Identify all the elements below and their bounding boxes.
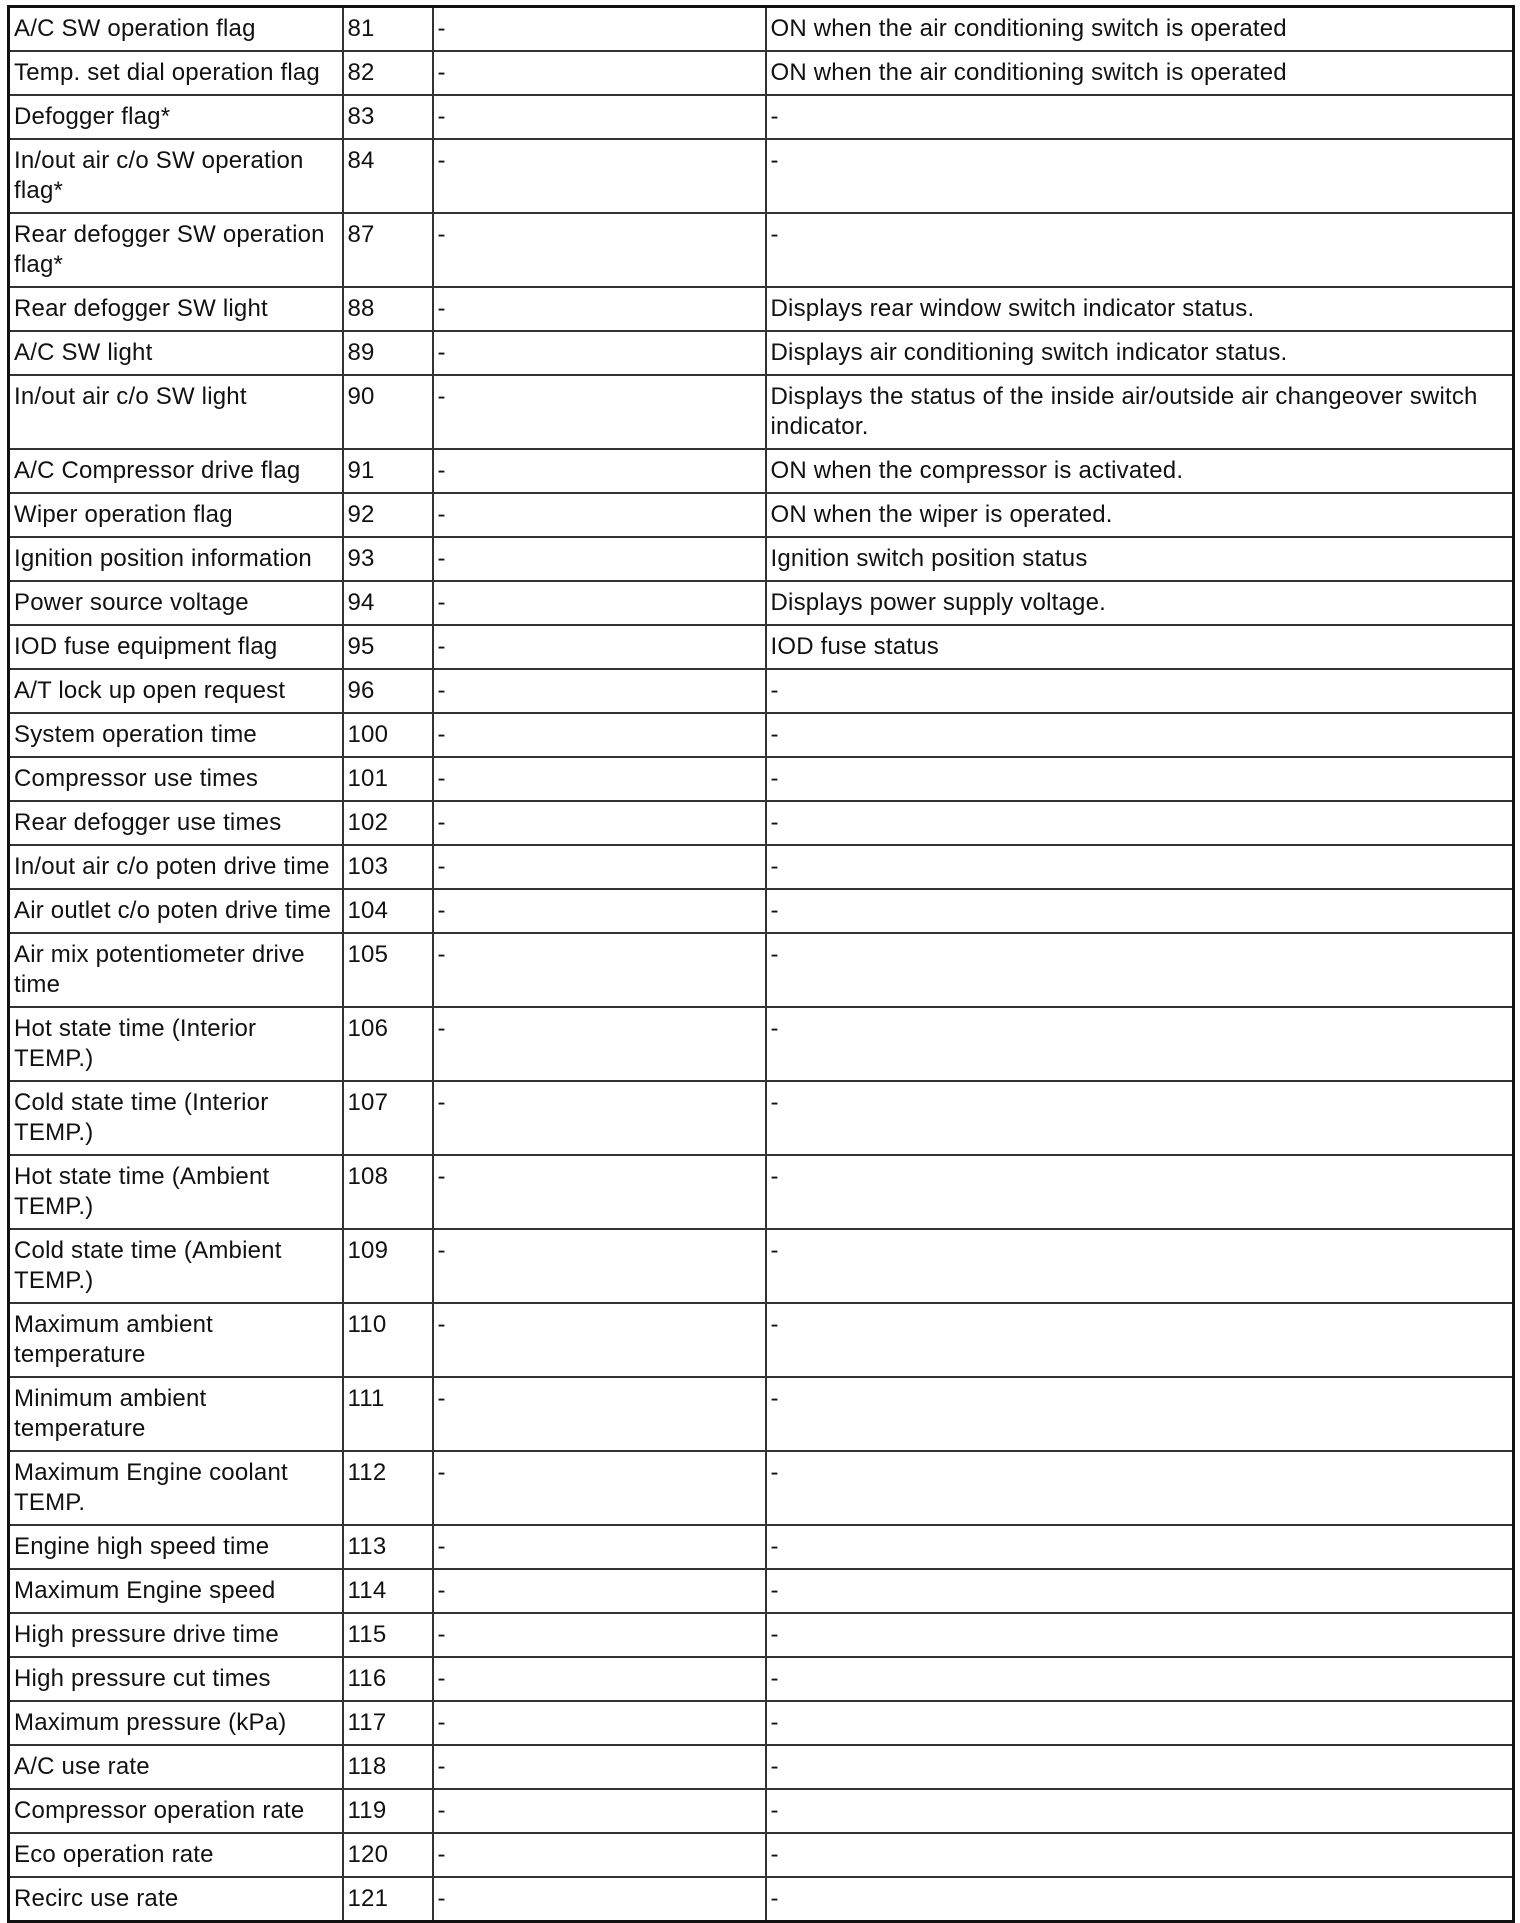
table-row [9, 1081, 1514, 1155]
item-name-cell: In/out air c/o SW operation flag* [9, 139, 343, 213]
item-description-cell: - [766, 757, 1514, 801]
item-description-cell: - [766, 95, 1514, 139]
table-row [9, 625, 1514, 669]
item-name-cell: Cold state time (Ambient TEMP.) [9, 1229, 343, 1303]
item-value-cell: - [433, 95, 766, 139]
item-name-cell: A/C SW light [9, 331, 343, 375]
item-number-cell: 88 [343, 287, 433, 331]
item-value-cell: - [433, 51, 766, 95]
item-description-cell: - [766, 1789, 1514, 1833]
table-row [9, 1451, 1514, 1525]
item-name-cell: A/C use rate [9, 1745, 343, 1789]
item-description-cell: - [766, 669, 1514, 713]
item-value-cell: - [433, 1081, 766, 1155]
item-description-cell: - [766, 1229, 1514, 1303]
item-value-cell: - [433, 1303, 766, 1377]
item-description-cell: - [766, 889, 1514, 933]
item-number-cell: 81 [343, 7, 433, 52]
item-value-cell: - [433, 1745, 766, 1789]
item-value-cell: - [433, 537, 766, 581]
table-row [9, 493, 1514, 537]
table-row [9, 801, 1514, 845]
item-value-cell: - [433, 213, 766, 287]
item-number-cell: 118 [343, 1745, 433, 1789]
item-description-cell: - [766, 1613, 1514, 1657]
item-value-cell: - [433, 1789, 766, 1833]
table-row [9, 537, 1514, 581]
item-description-cell: - [766, 713, 1514, 757]
item-description-cell: - [766, 801, 1514, 845]
item-name-cell: In/out air c/o poten drive time [9, 845, 343, 889]
item-description-cell: - [766, 1451, 1514, 1525]
item-name-cell: High pressure drive time [9, 1613, 343, 1657]
item-number-cell: 84 [343, 139, 433, 213]
item-name-cell: Engine high speed time [9, 1525, 343, 1569]
item-number-cell: 92 [343, 493, 433, 537]
table-row [9, 889, 1514, 933]
item-number-cell: 105 [343, 933, 433, 1007]
item-number-cell: 101 [343, 757, 433, 801]
item-value-cell: - [433, 287, 766, 331]
table-row [9, 1303, 1514, 1377]
item-number-cell: 104 [343, 889, 433, 933]
item-value-cell: - [433, 139, 766, 213]
item-name-cell: A/T lock up open request [9, 669, 343, 713]
item-name-cell: Minimum ambient temperature [9, 1377, 343, 1451]
item-number-cell: 109 [343, 1229, 433, 1303]
item-description-cell: Displays the status of the inside air/outside air changeover switch indicator. [766, 375, 1514, 449]
item-number-cell: 114 [343, 1569, 433, 1613]
item-description-cell: - [766, 1833, 1514, 1877]
item-number-cell: 107 [343, 1081, 433, 1155]
item-description-cell: Displays rear window switch indicator status. [766, 287, 1514, 331]
item-number-cell: 90 [343, 375, 433, 449]
item-name-cell: Ignition position information [9, 537, 343, 581]
item-name-cell: Wiper operation flag [9, 493, 343, 537]
item-value-cell: - [433, 801, 766, 845]
item-number-cell: 96 [343, 669, 433, 713]
table-row [9, 287, 1514, 331]
item-number-cell: 113 [343, 1525, 433, 1569]
table-row [9, 1155, 1514, 1229]
item-number-cell: 103 [343, 845, 433, 889]
item-value-cell: - [433, 1877, 766, 1922]
item-name-cell: Hot state time (Ambient TEMP.) [9, 1155, 343, 1229]
table-row [9, 933, 1514, 1007]
item-value-cell: - [433, 1007, 766, 1081]
table-row [9, 375, 1514, 449]
table-row [9, 1833, 1514, 1877]
item-number-cell: 121 [343, 1877, 433, 1922]
table-row [9, 845, 1514, 889]
item-name-cell: Rear defogger SW operation flag* [9, 213, 343, 287]
item-number-cell: 111 [343, 1377, 433, 1451]
item-description-cell: Displays power supply voltage. [766, 581, 1514, 625]
item-name-cell: Maximum Engine coolant TEMP. [9, 1451, 343, 1525]
item-name-cell: Maximum Engine speed [9, 1569, 343, 1613]
item-value-cell: - [433, 933, 766, 1007]
item-name-cell: Defogger flag* [9, 95, 343, 139]
item-description-cell: ON when the air conditioning switch is operated [766, 7, 1514, 52]
item-value-cell: - [433, 1525, 766, 1569]
item-description-cell: ON when the wiper is operated. [766, 493, 1514, 537]
table-row [9, 1377, 1514, 1451]
table-row [9, 581, 1514, 625]
item-name-cell: System operation time [9, 713, 343, 757]
item-name-cell: IOD fuse equipment flag [9, 625, 343, 669]
item-description-cell: ON when the air conditioning switch is operated [766, 51, 1514, 95]
item-description-cell: Ignition switch position status [766, 537, 1514, 581]
item-description-cell: - [766, 1377, 1514, 1451]
table-row [9, 331, 1514, 375]
table-row [9, 1525, 1514, 1569]
item-name-cell: A/C SW operation flag [9, 7, 343, 52]
table-row [9, 1877, 1514, 1922]
item-value-cell: - [433, 1701, 766, 1745]
item-number-cell: 95 [343, 625, 433, 669]
item-number-cell: 102 [343, 801, 433, 845]
item-value-cell: - [433, 625, 766, 669]
table-row [9, 713, 1514, 757]
item-name-cell: Maximum pressure (kPa) [9, 1701, 343, 1745]
data-list-table [7, 5, 1515, 1923]
table-row [9, 7, 1514, 52]
item-name-cell: A/C Compressor drive flag [9, 449, 343, 493]
table-row [9, 213, 1514, 287]
item-number-cell: 83 [343, 95, 433, 139]
item-value-cell: - [433, 889, 766, 933]
item-value-cell: - [433, 331, 766, 375]
item-number-cell: 115 [343, 1613, 433, 1657]
item-value-cell: - [433, 669, 766, 713]
item-number-cell: 112 [343, 1451, 433, 1525]
item-name-cell: In/out air c/o SW light [9, 375, 343, 449]
table-row [9, 51, 1514, 95]
item-description-cell: - [766, 1877, 1514, 1922]
item-description-cell: - [766, 1303, 1514, 1377]
table-row [9, 139, 1514, 213]
item-value-cell: - [433, 449, 766, 493]
item-name-cell: Air mix potentiometer drive time [9, 933, 343, 1007]
item-description-cell: IOD fuse status [766, 625, 1514, 669]
item-name-cell: Power source voltage [9, 581, 343, 625]
table-row [9, 449, 1514, 493]
item-description-cell: Displays air conditioning switch indicator status. [766, 331, 1514, 375]
item-description-cell: - [766, 139, 1514, 213]
item-name-cell: Cold state time (Interior TEMP.) [9, 1081, 343, 1155]
item-number-cell: 110 [343, 1303, 433, 1377]
item-name-cell: Air outlet c/o poten drive time [9, 889, 343, 933]
item-value-cell: - [433, 375, 766, 449]
item-description-cell: - [766, 1081, 1514, 1155]
item-description-cell: - [766, 213, 1514, 287]
item-name-cell: High pressure cut times [9, 1657, 343, 1701]
item-value-cell: - [433, 1833, 766, 1877]
item-number-cell: 93 [343, 537, 433, 581]
item-number-cell: 100 [343, 713, 433, 757]
item-name-cell: Hot state time (Interior TEMP.) [9, 1007, 343, 1081]
item-description-cell: - [766, 933, 1514, 1007]
item-name-cell: Compressor operation rate [9, 1789, 343, 1833]
item-value-cell: - [433, 1155, 766, 1229]
item-value-cell: - [433, 1569, 766, 1613]
item-name-cell: Eco operation rate [9, 1833, 343, 1877]
item-description-cell: - [766, 1745, 1514, 1789]
item-description-cell: - [766, 845, 1514, 889]
item-number-cell: 94 [343, 581, 433, 625]
item-value-cell: - [433, 1657, 766, 1701]
item-description-cell: - [766, 1007, 1514, 1081]
item-value-cell: - [433, 757, 766, 801]
item-value-cell: - [433, 713, 766, 757]
item-number-cell: 119 [343, 1789, 433, 1833]
item-name-cell: Maximum ambient temperature [9, 1303, 343, 1377]
item-number-cell: 117 [343, 1701, 433, 1745]
table-row [9, 1657, 1514, 1701]
item-number-cell: 120 [343, 1833, 433, 1877]
table-body [9, 7, 1514, 1922]
table-row [9, 1229, 1514, 1303]
item-value-cell: - [433, 1229, 766, 1303]
table-row [9, 1745, 1514, 1789]
item-value-cell: - [433, 493, 766, 537]
table-row [9, 1701, 1514, 1745]
item-name-cell: Rear defogger SW light [9, 287, 343, 331]
table-row [9, 1007, 1514, 1081]
item-number-cell: 108 [343, 1155, 433, 1229]
table-row [9, 757, 1514, 801]
table-row [9, 1613, 1514, 1657]
item-description-cell: - [766, 1657, 1514, 1701]
item-number-cell: 106 [343, 1007, 433, 1081]
table-row [9, 669, 1514, 713]
item-number-cell: 82 [343, 51, 433, 95]
item-number-cell: 87 [343, 213, 433, 287]
item-name-cell: Rear defogger use times [9, 801, 343, 845]
item-name-cell: Temp. set dial operation flag [9, 51, 343, 95]
item-name-cell: Recirc use rate [9, 1877, 343, 1922]
item-value-cell: - [433, 1377, 766, 1451]
item-value-cell: - [433, 581, 766, 625]
item-description-cell: ON when the compressor is activated. [766, 449, 1514, 493]
item-value-cell: - [433, 1451, 766, 1525]
item-number-cell: 89 [343, 331, 433, 375]
data-list-sheet [7, 5, 1515, 1923]
item-value-cell: - [433, 1613, 766, 1657]
item-value-cell: - [433, 845, 766, 889]
table-row [9, 1789, 1514, 1833]
item-description-cell: - [766, 1525, 1514, 1569]
item-description-cell: - [766, 1569, 1514, 1613]
item-description-cell: - [766, 1701, 1514, 1745]
item-name-cell: Compressor use times [9, 757, 343, 801]
table-row [9, 1569, 1514, 1613]
table-row [9, 95, 1514, 139]
item-number-cell: 116 [343, 1657, 433, 1701]
item-description-cell: - [766, 1155, 1514, 1229]
item-value-cell: - [433, 7, 766, 52]
item-number-cell: 91 [343, 449, 433, 493]
